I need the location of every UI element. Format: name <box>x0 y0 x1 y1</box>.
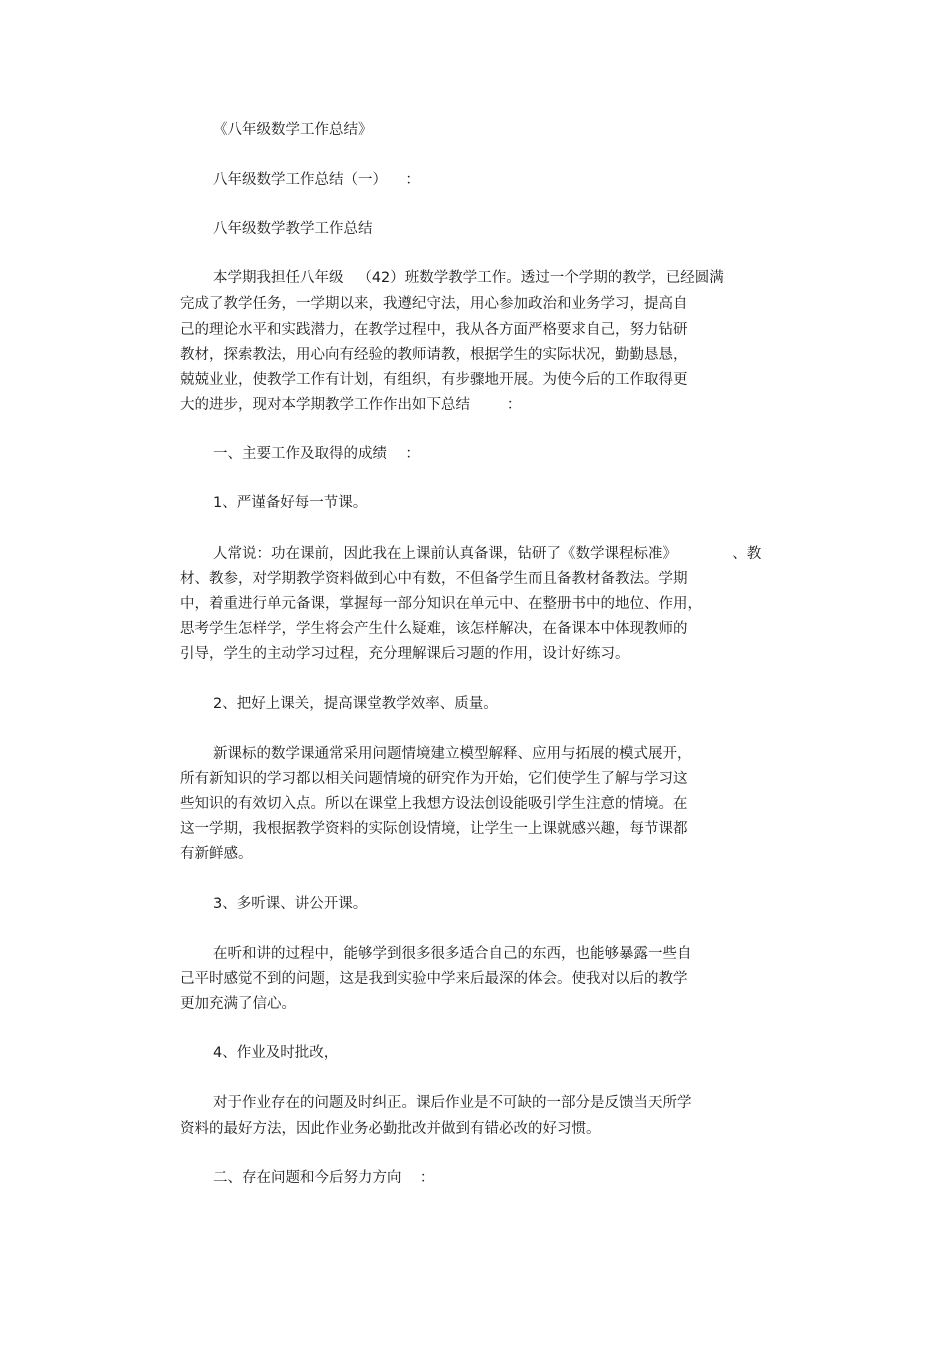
paragraph-line: 大的进步，现对本学期教学工作作出如下总结 ： <box>180 397 522 413</box>
item-title: 3、多听课、讲公开课。 <box>213 896 368 912</box>
paragraph-line: 中，着重进行单元备课，掌握每一部分知识在单元中、在整册书中的地位、作用， <box>180 596 702 612</box>
paragraph-line: 己平时感觉不到的问题，这是我到实验中学来后最深的体会。使我对以后的教学 <box>180 971 688 987</box>
paragraph-line: 更加充满了信心。 <box>180 996 296 1012</box>
paragraph-line: 在听和讲的过程中，能够学到很多很多适合自己的东西，也能够暴露一些自 <box>213 946 692 962</box>
paragraph-line: 己的理论水平和实践潜力，在教学过程中，我从各方面严格要求自己，努力钻研 <box>180 322 688 338</box>
item-title: 2、把好上课关，提高课堂教学效率、质量。 <box>213 696 498 712</box>
item-title: 1、严谨备好每一节课。 <box>213 495 368 511</box>
paragraph-line: 本学期我担任八年级 （42）班数学教学工作。透过一个学期的教学，已经圆满 <box>213 270 724 286</box>
section-heading: 二、存在问题和今后努力方向 ： <box>213 1170 435 1186</box>
paragraph-line: 材、教参，对学期教学资料做到心中有数，不但备学生而且备教材备教法。学期 <box>180 571 688 587</box>
paragraph-line: 教材，探索教法，用心向有经验的教师请教，根据学生的实际状况，勤勤恳恳， <box>180 347 688 363</box>
paragraph-line: 些知识的有效切入点。所以在课堂上我想方设法创设能吸引学生注意的情境。在 <box>180 796 688 812</box>
section-heading: 一、主要工作及取得的成绩 ： <box>213 446 420 462</box>
paragraph-line: 兢兢业业，使教学工作有计划，有组织，有步骤地开展。为使今后的工作取得更 <box>180 372 688 388</box>
document-title: 《八年级数学工作总结》 <box>213 122 373 138</box>
paragraph-line: 新课标的数学课通常采用问题情境建立模型解释、应用与拓展的模式展开， <box>213 746 692 762</box>
paragraph-line: 完成了教学任务，一学期以来，我遵纪守法，用心参加政治和业务学习，提高自 <box>180 296 688 312</box>
section-heading: 八年级数学教学工作总结 <box>213 221 373 237</box>
paragraph-line: 思考学生怎样学，学生将会产生什么疑难，该怎样解决，在备课本中体现教师的 <box>180 621 688 637</box>
paragraph-line: 人常说：功在课前，因此我在上课前认真备课，钻研了《数学课程标准》 、教 <box>213 546 762 562</box>
paragraph-line: 对于作业存在的问题及时纠正。课后作业是不可缺的一部分是反馈当天所学 <box>213 1095 692 1111</box>
paragraph-line: 这一学期，我根据教学资料的实际创设情境，让学生一上课就感兴趣，每节课都 <box>180 821 688 837</box>
paragraph-line: 所有新知识的学习都以相关问题情境的研究作为开始，它们使学生了解与学习这 <box>180 771 688 787</box>
item-title: 4、作业及时批改， <box>213 1045 339 1061</box>
paragraph-line: 引导，学生的主动学习过程，充分理解课后习题的作用，设计好练习。 <box>180 646 630 662</box>
paragraph-line: 有新鲜感。 <box>180 846 253 862</box>
document-subtitle: 八年级数学工作总结（一） ： <box>213 172 420 188</box>
paragraph-line: 资料的最好方法，因此作业务必勤批改并做到有错必改的好习惯。 <box>180 1121 601 1137</box>
